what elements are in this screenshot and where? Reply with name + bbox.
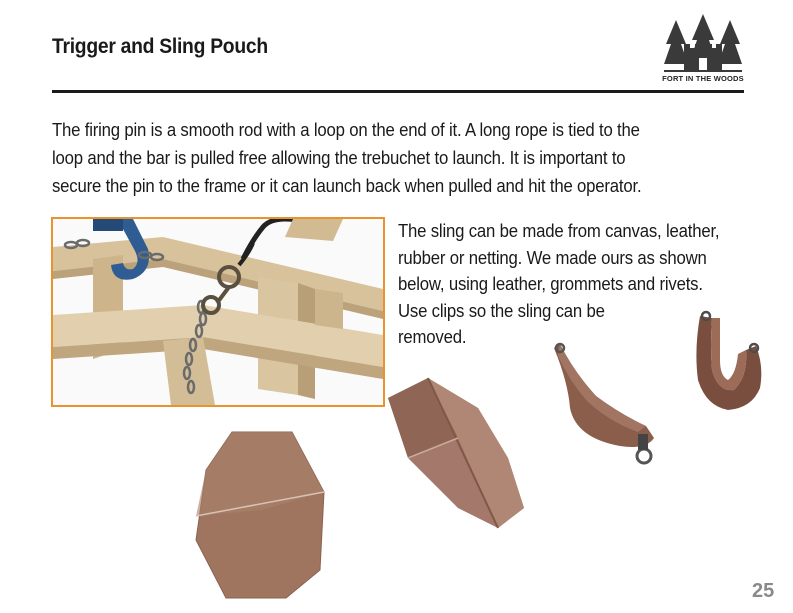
sling-line: The sling can be made from canvas, leather, bbox=[398, 221, 720, 241]
intro-line: loop and the bar is pulled free allowing the trebuchet to launch. It is important to bbox=[52, 148, 626, 168]
intro-line: The firing pin is a smooth rod with a loop on the end of it. A long rope is tied to the bbox=[52, 120, 640, 140]
trigger-frame-illustration bbox=[53, 219, 383, 405]
sling-line: Use clips so the sling can be bbox=[398, 300, 605, 321]
sling-pouch-side-illustration bbox=[550, 342, 662, 466]
page-number: 25 bbox=[752, 580, 775, 602]
header-divider bbox=[52, 90, 744, 93]
sling-line: below, using leather, grommets and rivets. bbox=[398, 274, 703, 294]
page-title: Trigger and Sling Pouch bbox=[52, 35, 268, 58]
folded-leather-piece-illustration bbox=[388, 378, 528, 528]
intro-line: secure the pin to the frame or it can launch back when pulled and hit the operator. bbox=[52, 176, 642, 196]
logo-text: FORT IN THE WOODS bbox=[662, 74, 744, 83]
trigger-frame-photo bbox=[51, 217, 385, 407]
sling-line: removed. bbox=[398, 327, 467, 347]
flat-leather-piece-illustration bbox=[196, 430, 324, 600]
sling-line: rubber or netting. We made ours as shown bbox=[398, 247, 707, 268]
intro-paragraph bbox=[52, 116, 714, 200]
sling-pouch-front-illustration bbox=[692, 310, 766, 412]
